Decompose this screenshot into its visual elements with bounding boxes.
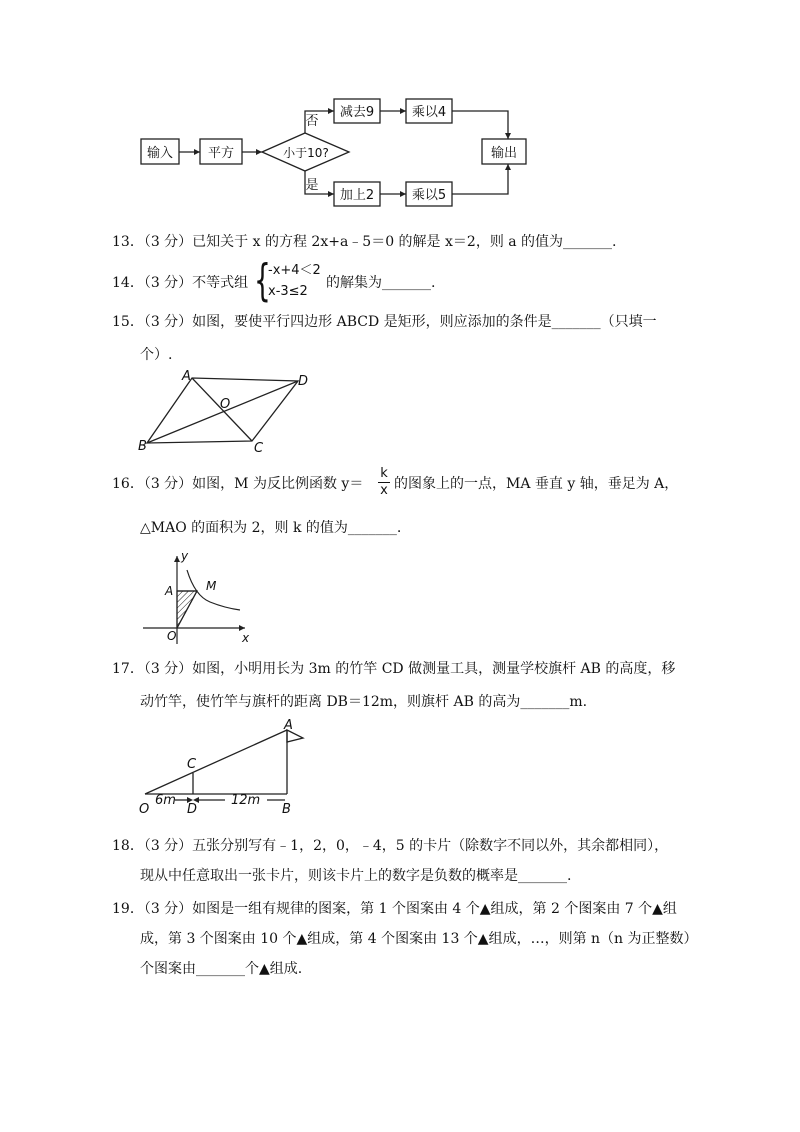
inequality-2: x-3≤2 — [268, 284, 308, 299]
flagpole-figure — [135, 714, 315, 820]
question-19-line3: 个图案由_______个▲组成. — [140, 961, 303, 977]
distance-OD: 6m — [155, 793, 176, 808]
question-17-line1: 17．（3 分）如图，小明用长为 3m 的竹竿 CD 做测量工具，测量学校旗杆 AB 的高度，移 — [112, 661, 676, 677]
question-13: 13．（3 分）已知关于 x 的方程 2x+a﹣5＝0 的解是 x＝2，则 a 的值为_______. — [112, 234, 617, 250]
condition-label: 小于10? — [283, 146, 329, 160]
question-16-prefix: 16．（3 分）如图，M 为反比例函数 y＝ — [112, 476, 364, 492]
question-15-line1: 15．（3 分）如图，要使平行四边形 ABCD 是矩形，则应添加的条件是_______（只填一 — [112, 314, 657, 330]
question-18-line1: 18．（3 分）五张分别写有﹣1，2，0，﹣4，5 的卡片（除数字不同以外，其余都相同）， — [112, 838, 669, 854]
label-B: B — [282, 802, 291, 817]
label-O: O — [220, 397, 231, 412]
label-O: O — [167, 629, 177, 643]
question-18-line2: 现从中任意取出一张卡片，则该卡片上的数字是负数的概率是_______. — [140, 868, 572, 884]
label-A: A — [165, 584, 174, 598]
label-M: M — [206, 579, 217, 593]
label-D: D — [298, 374, 309, 389]
multiply-top-label: 乘以4 — [411, 105, 447, 120]
label-A: A — [182, 369, 191, 384]
flowchart — [0, 0, 800, 220]
question-19-line2: 成，第 3 个图案由 10 个▲组成，第 4 个图案由 13 个▲组成，…，则第 n（n 为正整数） — [140, 931, 698, 947]
distance-DB: 12m — [231, 793, 261, 808]
input-label: 输入 — [146, 146, 174, 161]
inequality-1: -x+4＜2 — [268, 263, 321, 278]
question-15-line2: 个）. — [140, 347, 173, 363]
question-19-line1: 19．（3 分）如图是一组有规律的图案，第 1 个图案由 4 个▲组成，第 2 个图案由 7 个▲组 — [112, 901, 677, 917]
axis-label-x: x — [242, 631, 250, 645]
yes-label: 是 — [305, 178, 319, 193]
fraction — [378, 466, 390, 499]
label-C: C — [187, 757, 197, 772]
parallelogram-figure — [130, 368, 330, 458]
label-O: O — [139, 802, 150, 817]
subtract-label: 减去9 — [339, 105, 375, 120]
label-A: A — [284, 718, 293, 733]
label-C: C — [254, 441, 264, 456]
label-B: B — [138, 439, 147, 454]
question-17-line2: 动竹竿，使竹竿与旗杆的距离 DB＝12m，则旗杆 AB 的高为_______m. — [140, 694, 588, 710]
question-16-suffix: 的图象上的一点，MA 垂直 y 轴，垂足为 A， — [394, 476, 679, 492]
no-label: 否 — [305, 114, 319, 129]
add-label: 加上2 — [339, 188, 375, 203]
fraction-numerator: k — [378, 466, 390, 483]
inverse-function-figure — [135, 548, 265, 648]
fraction-denominator: x — [380, 483, 388, 498]
question-14-prefix: 14．（3 分）不等式组 — [112, 275, 249, 291]
brace-icon: { — [254, 255, 271, 306]
square-label: 平方 — [207, 146, 235, 161]
question-16-line2: △MAO 的面积为 2，则 k 的值为_______. — [140, 520, 402, 536]
label-D: D — [187, 802, 198, 817]
question-14-suffix: 的解集为_______. — [326, 275, 436, 291]
axis-label-y: y — [181, 549, 189, 563]
output-label: 输出 — [490, 146, 518, 161]
multiply-bottom-label: 乘以5 — [411, 188, 447, 203]
